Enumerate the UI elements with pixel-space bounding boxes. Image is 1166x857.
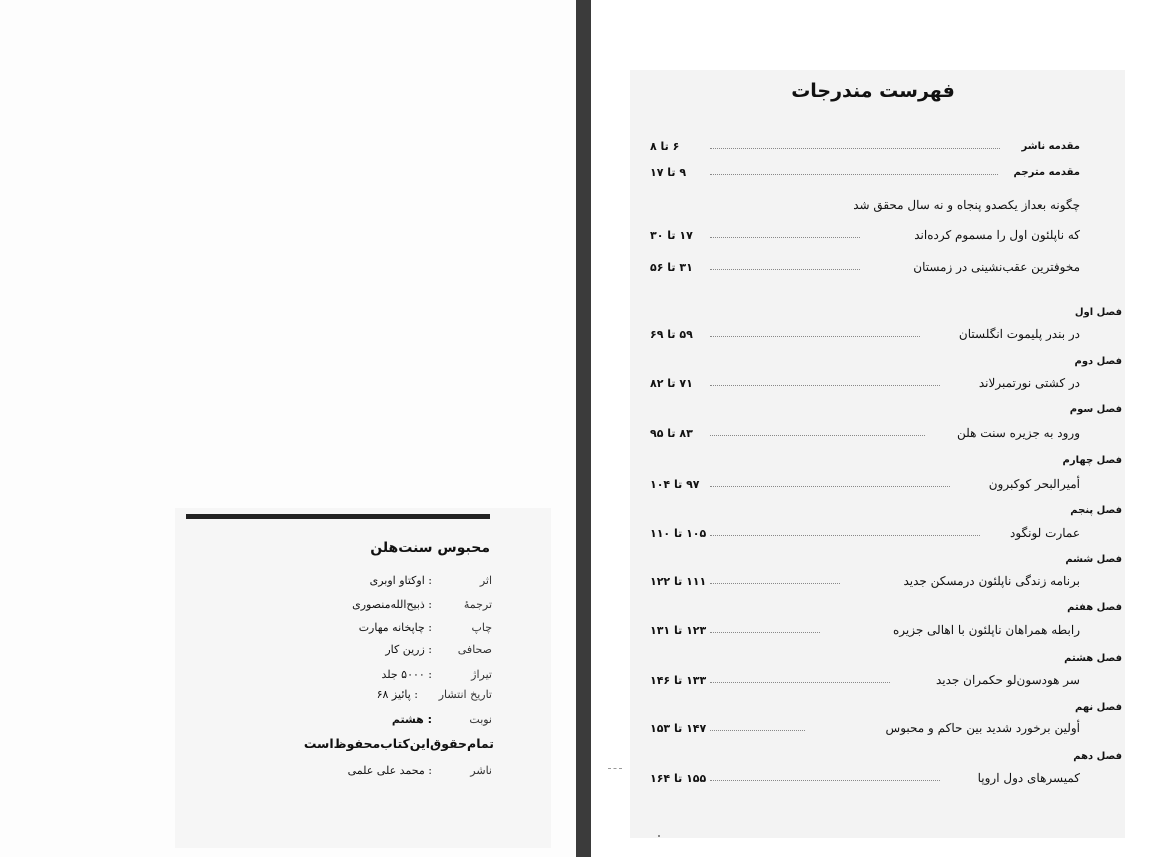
chapter-label: فصل ششم — [1065, 554, 1122, 565]
toc-entry-text: أولین برخورد شدید بین حاکم و محبوس — [885, 721, 1080, 735]
imprint-value: : اوکتاو اوبری — [369, 574, 432, 587]
leader-dots — [710, 237, 860, 238]
toc-entry-text: مقدمه ناشر — [1021, 141, 1080, 152]
toc-entry-pages: ۱۷ تا ۳۰ — [650, 229, 693, 242]
toc-entry-pages: ۱۰۵ تا ۱۱۰ — [650, 527, 707, 540]
toc-entry-text: برنامه زندگی ناپلئون درمسکن جدید — [903, 574, 1080, 588]
imprint-label: تاریخ انتشار — [438, 688, 492, 701]
imprint-value: : پائیز ۶۸ — [376, 688, 418, 701]
stray-dot — [658, 835, 660, 837]
toc-entry — [650, 260, 1080, 280]
imprint-row — [280, 688, 492, 706]
toc-entry — [650, 574, 1080, 594]
toc-entry-text: مقدمه مترجم — [1013, 167, 1080, 178]
imprint-value: : زرین کار — [385, 643, 432, 656]
toc-entry-text: أمیرالبحر کوکبرون — [988, 477, 1080, 491]
chapter-label: فصل اول — [1074, 307, 1122, 318]
leader-dots — [710, 486, 950, 487]
toc-entry-pages: ۱۱۱ تا ۱۲۲ — [650, 575, 707, 588]
toc-title: فهرست مندرجات — [791, 80, 955, 102]
leader-dots — [710, 174, 998, 175]
toc-entry — [650, 376, 1080, 396]
toc-entry — [650, 526, 1080, 546]
imprint-value: : چاپخانه مهارت — [358, 621, 432, 634]
imprint-label: صحافی — [457, 643, 492, 656]
imprint-label: ناشر — [470, 764, 492, 777]
imprint-value: : ۵۰۰۰ جلد — [381, 668, 432, 681]
imprint-row — [280, 574, 492, 592]
toc-entry-pages: ۱۴۷ تا ۱۵۳ — [650, 722, 707, 735]
imprint-rule — [186, 514, 490, 519]
toc-entry-pages: ۹۷ تا ۱۰۴ — [650, 478, 700, 491]
imprint-label: نوبت — [469, 713, 492, 726]
toc-entry — [650, 139, 1080, 159]
leader-dots — [710, 148, 1000, 149]
toc-intro-line: چگونه بعداز یکصدو پنجاه و نه سال محقق شد — [853, 198, 1080, 212]
chapter-label: فصل نهم — [1074, 702, 1122, 713]
toc-entry — [650, 771, 1080, 791]
toc-entry-text: کمیسرهای دول اروپا — [977, 771, 1080, 785]
chapter-label: فصل دهم — [1073, 751, 1122, 762]
toc-entry-text: که ناپلئون اول را مسموم کرده‌اند — [914, 228, 1080, 242]
toc-entry — [650, 673, 1080, 693]
leader-dots — [710, 632, 820, 633]
imprint-row — [280, 668, 492, 686]
toc-entry-pages: ۷۱ تا ۸۲ — [650, 377, 693, 390]
imprint-row — [280, 643, 492, 661]
toc-entry — [650, 477, 1080, 497]
chapter-label: فصل هشتم — [1064, 653, 1122, 664]
toc-entry-text: عمارت لونگود — [1009, 526, 1080, 540]
imprint-publisher-row — [280, 764, 492, 782]
toc-entry-text: سر هودسون‌لو حکمران جدید — [935, 673, 1080, 687]
toc-entry — [650, 165, 1080, 185]
toc-entry-pages: ۳۱ تا ۵۶ — [650, 261, 693, 274]
leader-dots — [710, 730, 805, 731]
toc-entry-pages: ۵۹ تا ۶۹ — [650, 328, 693, 341]
toc-entry — [650, 721, 1080, 741]
rights-notice: تمام‌حقوق‌این‌کتاب‌محفوظ‌است — [303, 736, 494, 751]
chapter-label: فصل دوم — [1074, 356, 1122, 367]
toc-entry-text: رابطه همراهان ناپلئون با اهالی جزیره — [892, 623, 1080, 637]
toc-entry-text: مخوفترین عقب‌نشینی در زمستان — [913, 260, 1080, 274]
toc-entry-pages: ۱۳۳ تا ۱۴۶ — [650, 674, 707, 687]
toc-entry-text: در کشتی نورتمبرلاند — [978, 376, 1080, 390]
toc-entry — [650, 327, 1080, 347]
chapter-label: فصل چهارم — [1062, 455, 1122, 466]
leader-dots — [710, 336, 920, 337]
book-spine — [576, 0, 591, 857]
toc-entry — [650, 426, 1080, 446]
toc-entry-pages: ۱۲۳ تا ۱۳۱ — [650, 624, 707, 637]
toc-entry-pages: ۶ تا ۸ — [650, 140, 680, 153]
imprint-row — [280, 621, 492, 639]
imprint-label: چاپ — [471, 621, 492, 634]
imprint-label: تیراژ — [471, 668, 492, 681]
toc-entry-text: در بندر پلیموت انگلستان — [958, 327, 1080, 341]
chapter-label: فصل پنجم — [1070, 505, 1122, 516]
leader-dots — [710, 535, 980, 536]
imprint-value-wrap — [392, 713, 432, 726]
stray-mark — [608, 768, 622, 769]
imprint-label: اثر — [479, 574, 492, 587]
imprint-label: ترجمهٔ — [463, 598, 492, 611]
leader-dots — [710, 682, 890, 683]
imprint-book-title: محبوس سنت‌هلن — [370, 540, 490, 556]
toc-entry-pages: ۸۳ تا ۹۵ — [650, 427, 693, 440]
imprint-value: : ذبیح‌الله‌منصوری — [352, 598, 432, 611]
toc-entry — [650, 228, 1080, 248]
leader-dots — [710, 780, 940, 781]
imprint-value: : هشتم — [391, 713, 432, 726]
toc-entry — [650, 623, 1080, 643]
imprint-row — [280, 598, 492, 616]
toc-entry-text: ورود به جزیره سنت هلن — [957, 426, 1080, 440]
chapter-label: فصل هفتم — [1067, 602, 1122, 613]
toc-entry-pages: ۹ تا ۱۷ — [650, 166, 687, 179]
imprint-row — [280, 713, 492, 731]
leader-dots — [710, 269, 860, 270]
chapter-label: فصل سوم — [1069, 404, 1122, 415]
leader-dots — [710, 385, 940, 386]
toc-entry-pages: ۱۵۵ تا ۱۶۴ — [650, 772, 707, 785]
leader-dots — [710, 435, 925, 436]
leader-dots — [710, 583, 840, 584]
imprint-value: : محمد علی علمی — [347, 764, 432, 777]
